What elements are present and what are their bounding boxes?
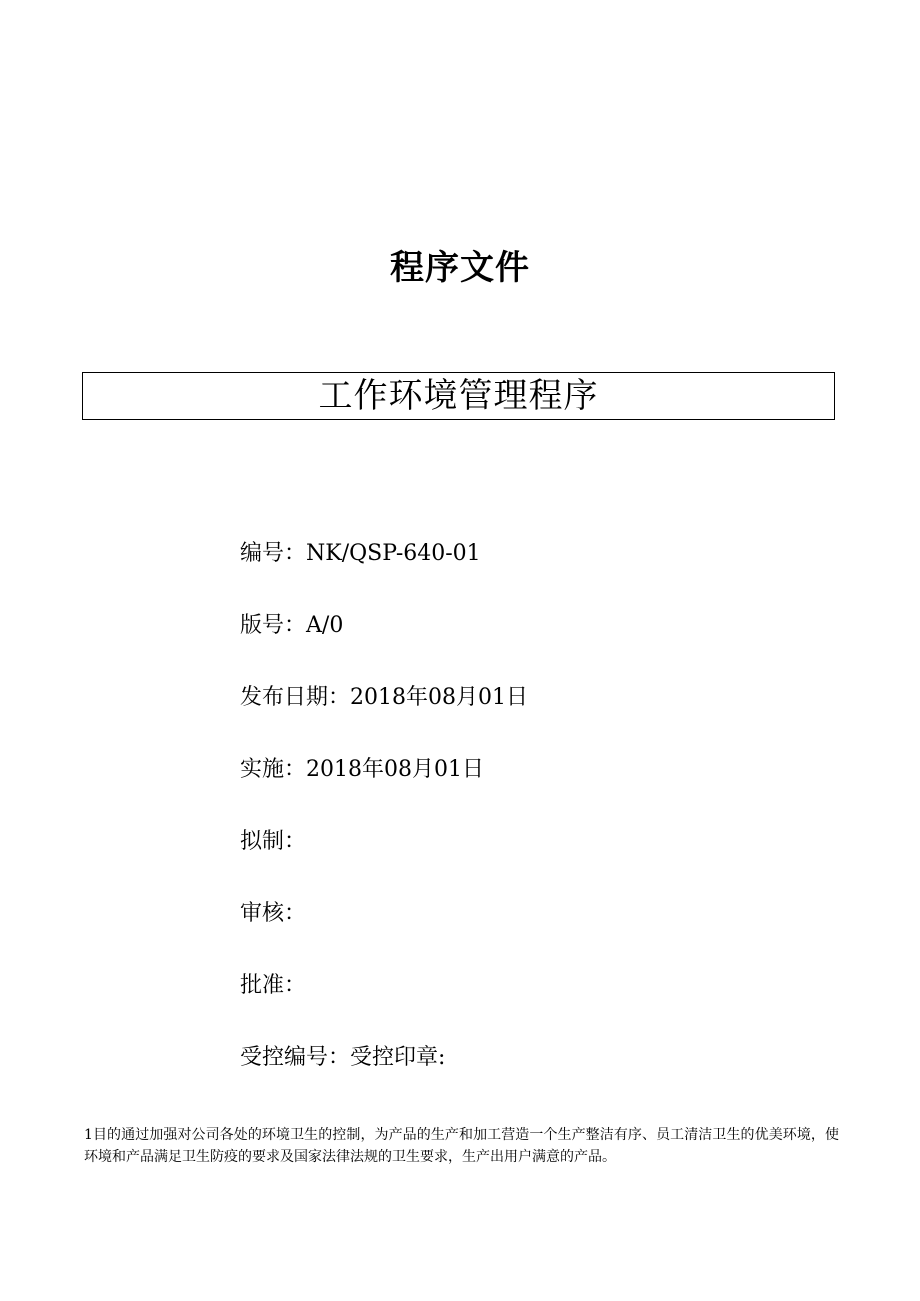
meta-label-effective-date: 实施： [240, 757, 307, 782]
meta-label-controlled-number: 受控编号： [240, 1045, 351, 1070]
meta-label-number: 编号： [240, 541, 307, 566]
meta-label-drafted-by: 拟制： [240, 829, 307, 854]
meta-label-reviewed-by: 审核： [240, 901, 307, 926]
meta-row-controlled-number [240, 1036, 840, 1108]
meta-row-version [240, 604, 840, 676]
meta-label-release-date: 发布日期： [240, 685, 351, 710]
meta-label-approved-by: 批准： [240, 973, 307, 998]
document-type-heading: 程序文件 [390, 248, 530, 288]
meta-row-reviewed-by [240, 892, 840, 964]
meta-value-controlled-seal: 受控印章: [350, 1045, 446, 1070]
document-title: 工作环境管理程序 [318, 376, 599, 416]
meta-value-effective-date: 2018年08月01日 [306, 757, 484, 782]
meta-row-number [240, 532, 840, 604]
meta-row-effective-date [240, 748, 840, 820]
meta-value-version: A/0 [306, 613, 344, 638]
document-meta-list [240, 532, 840, 1108]
meta-label-version: 版号： [240, 613, 307, 638]
meta-value-release-date: 2018年08月01日 [350, 685, 528, 710]
purpose-paragraph: 1目的通过加强对公司各处的环境卫生的控制，为产品的生产和加工营造一个生产整洁有序、员工清洁卫生的优美环境，使环境和产品满足卫生防疫的要求及国家法律法规的卫生要求，生产出用户满意的产品。 [84, 1127, 839, 1165]
meta-row-approved-by [240, 964, 840, 1036]
meta-row-release-date [240, 676, 840, 748]
document-title-box [82, 372, 835, 420]
meta-row-drafted-by [240, 820, 840, 892]
meta-value-number: NK/QSP-640-01 [306, 541, 481, 566]
